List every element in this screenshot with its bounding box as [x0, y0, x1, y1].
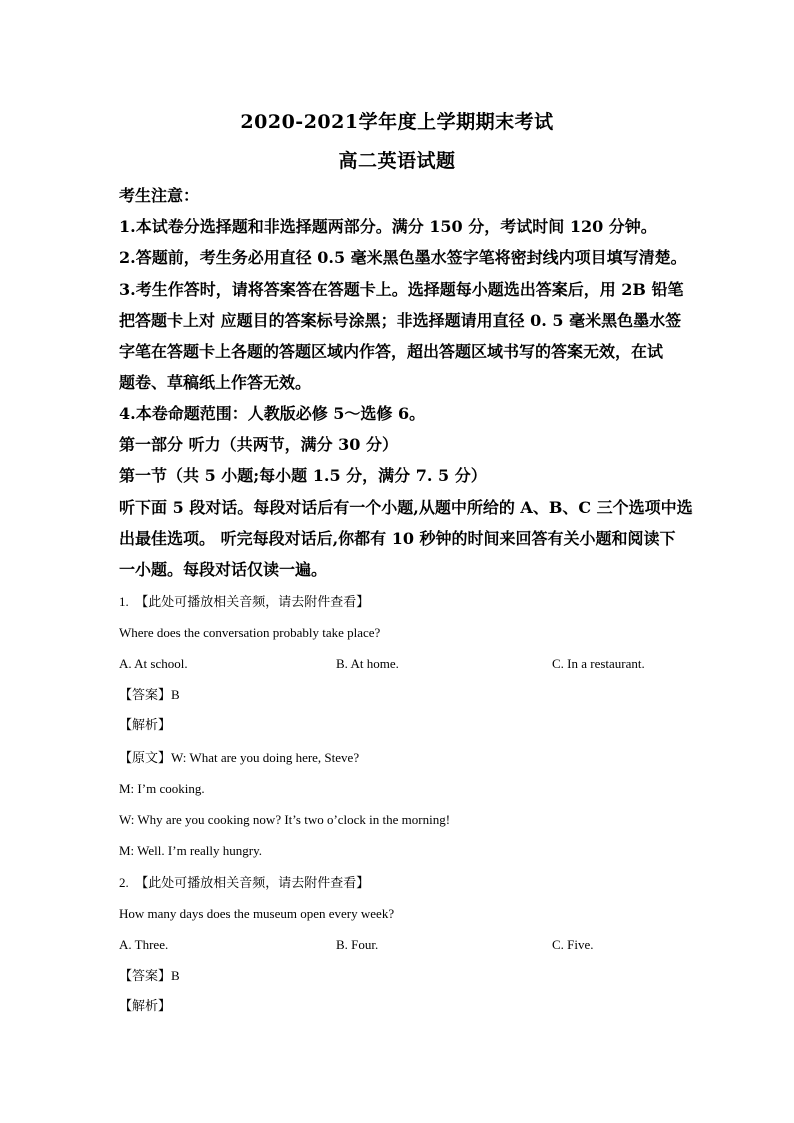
audio-note: 【此处可播放相关音频，请去附件查看】 [135, 876, 370, 891]
analysis-label: 【解析】 [119, 999, 172, 1014]
exam-subtitle: 高二英语试题 [338, 150, 456, 172]
transcript-text: W: What are you doing here, Steve? [171, 750, 360, 765]
option-c: C. Five. [552, 937, 594, 952]
part-heading: 第一部分 听力（共两节，满分 30 分） [119, 435, 398, 454]
answer-label: 【答案】 [119, 688, 172, 703]
notice-item-3-cont: 题卷、草稿纸上作答无效。 [119, 373, 312, 392]
notice-item-4: 4.本卷命题范围：人教版必修 5～选修 6。 [119, 404, 426, 423]
option-b: B. Four. [336, 937, 379, 952]
analysis-label: 【解析】 [119, 718, 172, 733]
question-2-audio [119, 875, 369, 892]
answer-line [119, 687, 180, 704]
question-2-text: How many days does the museum open every week? [119, 906, 395, 921]
instructions-cont: 一小题。每段对话仅读一遍。 [119, 560, 328, 579]
transcript-line: M: I’m cooking. [119, 781, 205, 796]
instructions-cont: 出最佳选项。 听完每段对话后,你都有 10 秒钟的时间来回答有关小题和阅读下 [119, 529, 676, 548]
notice-item-3: 3.考生作答时，请将答案答在答题卡上。选择题每小题选出答案后，用 2B 铅笔 [119, 280, 684, 299]
notice-item-3-cont: 把答题卡上对 应题目的答案标号涂黑；非选择题请用直径 0. 5 毫米黑色墨水签 [119, 311, 682, 330]
section-heading: 第一节（共 5 小题;每小题 1.5 分，满分 7. 5 分） [119, 466, 487, 485]
question-1-text: Where does the conversation probably take place? [119, 625, 381, 640]
option-a: A. At school. [119, 656, 188, 671]
question-number: 2. [119, 875, 129, 890]
option-c: C. In a restaurant. [552, 656, 645, 671]
answer-label: 【答案】 [119, 969, 172, 984]
answer-value: B [171, 687, 180, 702]
transcript-line: W: Why are you cooking now? It’s two o’clock in the morning! [119, 812, 451, 827]
question-number: 1. [119, 594, 129, 609]
answer-line [119, 968, 180, 985]
exam-title: 2020-2021学年度上学期期末考试 [240, 111, 554, 133]
transcript-label: 【原文】 [119, 751, 172, 766]
instructions: 听下面 5 段对话。每段对话后有一个小题,从题中所给的 A、B、C 三个选项中选 [119, 498, 693, 517]
audio-note: 【此处可播放相关音频，请去附件查看】 [135, 595, 370, 610]
answer-value: B [171, 968, 180, 983]
notice-item-1: 1.本试卷分选择题和非选择题两部分。满分 150 分，考试时间 120 分钟。 [119, 217, 657, 236]
transcript-line [119, 750, 359, 767]
notice-item-3-cont: 字笔在答题卡上各题的答题区域内作答，超出答题区域书写的答案无效，在试 [119, 342, 664, 361]
notice-item-2: 2.答题前，考生务必用直径 0.5 毫米黑色墨水签字笔将密封线内项目填写清楚。 [119, 248, 687, 267]
notice-heading: 考生注意： [119, 186, 200, 205]
question-1-audio [119, 594, 369, 611]
option-b: B. At home. [336, 656, 399, 671]
transcript-line: M: Well. I’m really hungry. [119, 843, 263, 858]
option-a: A. Three. [119, 937, 169, 952]
